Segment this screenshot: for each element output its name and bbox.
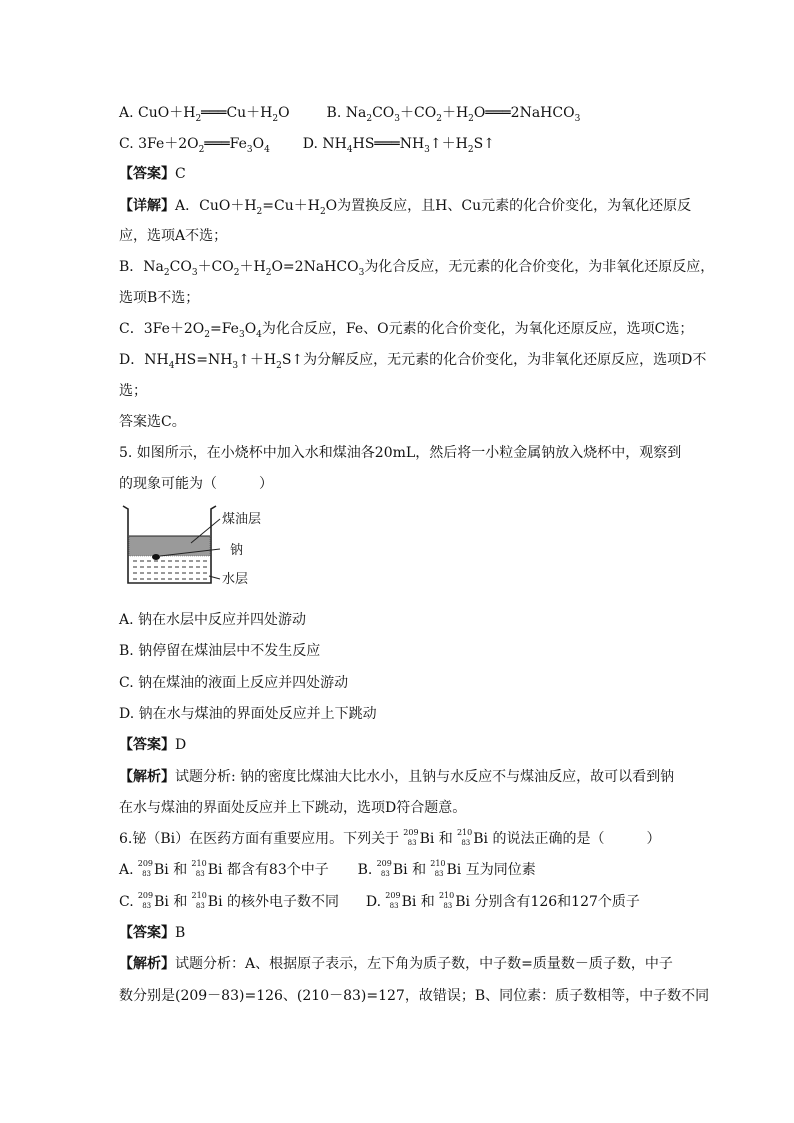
detail-d-cont: 选；: [119, 383, 147, 399]
q6-option-c: C. 209 83 Bi 和 210 83 Bi 的核外电子数不同: [119, 891, 340, 910]
label-water-layer: 水层: [222, 572, 249, 587]
isotope-bi210: 210 83: [456, 828, 473, 847]
prev-conclusion: 答案选C。: [119, 414, 186, 430]
q5-option-d: D. 钠在水与煤油的界面处反应并上下跳动: [119, 706, 377, 722]
q5-option-b: B. 钠停留在煤油层中不发生反应: [119, 643, 321, 659]
detail-a-cont: 应，选项A不选；: [119, 228, 228, 244]
q5-stem-cont: 的现象可能为（ ）: [119, 476, 273, 492]
q6-option-d: D. 209 83 Bi 和 210 83 Bi 分别含有126和127个质子: [365, 891, 640, 910]
q5-option-a: A. 钠在水层中反应并四处游动: [119, 612, 307, 628]
option-d-inline: D. $NH_4HS═══NH_3↑+H_2S↑$: [302, 136, 495, 155]
detail-a: 【详解】A．$CuO+H_2=Cu+H_2O$为置换反应，且H、Cu元素的化合价变化，为氧化还原反: [119, 198, 692, 217]
q6-analysis: 【解析】试题分析：A、根据原子表示，左下角为质子数，中子数=质量数－质子数，中子: [119, 956, 673, 972]
q5-analysis: 【解析】试题分析: 钠的密度比煤油大比水小，且钠与水反应不与煤油反应，故可以看到钠: [119, 769, 675, 785]
beaker-figure: [121, 503, 281, 589]
detail-c: C．$3Fe+2O_2=Fe_3O_4$为化合反应，Fe、O元素的化合价变化，为氧化还原反应，选项C选；: [119, 321, 694, 340]
sodium-piece: [152, 554, 160, 560]
option-b-inline: B. $Na_2CO_3+CO_2+H_2O═══2NaHCO_3$: [326, 105, 581, 124]
q6-options-cd: [119, 892, 640, 912]
q5-stem: 5. 如图所示，在小烧杯中加入水和煤油各20mL，然后将一小粒金属钠放入烧杯中，观察到: [119, 445, 682, 461]
q6-stem: 6.铋（Bi）在医药方面有重要应用。下列关于 209 83 Bi 和 210 83 Bi 的说法正确的是（ ）: [119, 828, 661, 847]
q6-analysis-cont: 数分别是(209－83)=126、(210－83)=127，故错误；B、同位素：质子数相等，中子数不同: [119, 988, 710, 1004]
q6-option-b: B. 209 83 Bi 和 210 83 Bi 互为同位素: [357, 859, 536, 878]
q5-answer: 【答案】D: [119, 737, 187, 753]
isotope-bi209: 209 83: [403, 828, 419, 847]
option-c-line: C. $3Fe+2O_2═══Fe_3O_4$ D. $NH_4HS═══NH_3↑+H_2S↑$: [119, 136, 495, 155]
detail-b: B．$Na_2CO_3+CO_2+H_2O=2NaHCO_3$为化合反应，无元素的化合价变化，为非氧化还原反应，: [119, 259, 715, 278]
label-kerosene-layer: 煤油层: [222, 512, 262, 527]
option-a-line: A. $CuO+H_2═══Cu+H_2O$ B. $Na_2CO_3+CO_2+H_2O═══2NaHCO_3$: [119, 105, 581, 124]
q5-analysis-cont: 在水与煤油的界面处反应并上下跳动，选项D符合题意。: [119, 800, 467, 816]
q5-option-c: C. 钠在煤油的液面上反应并四处游动: [119, 675, 349, 691]
detail-d: D．$NH_4HS=NH_3↑+H_2S↑$为分解反应，无元素的化合价变化，为非氧化还原反应，选项D不: [119, 352, 707, 371]
q6-answer: 【答案】B: [119, 925, 186, 941]
q6-options-ab: [119, 860, 536, 880]
prev-answer: 【答案】C: [119, 166, 186, 182]
q6-option-a: A. 209 83 Bi 和 210 83 Bi 都含有83个中子: [119, 859, 329, 878]
label-sodium: 钠: [230, 543, 244, 558]
detail-b-cont: 选项B不选；: [119, 290, 200, 306]
